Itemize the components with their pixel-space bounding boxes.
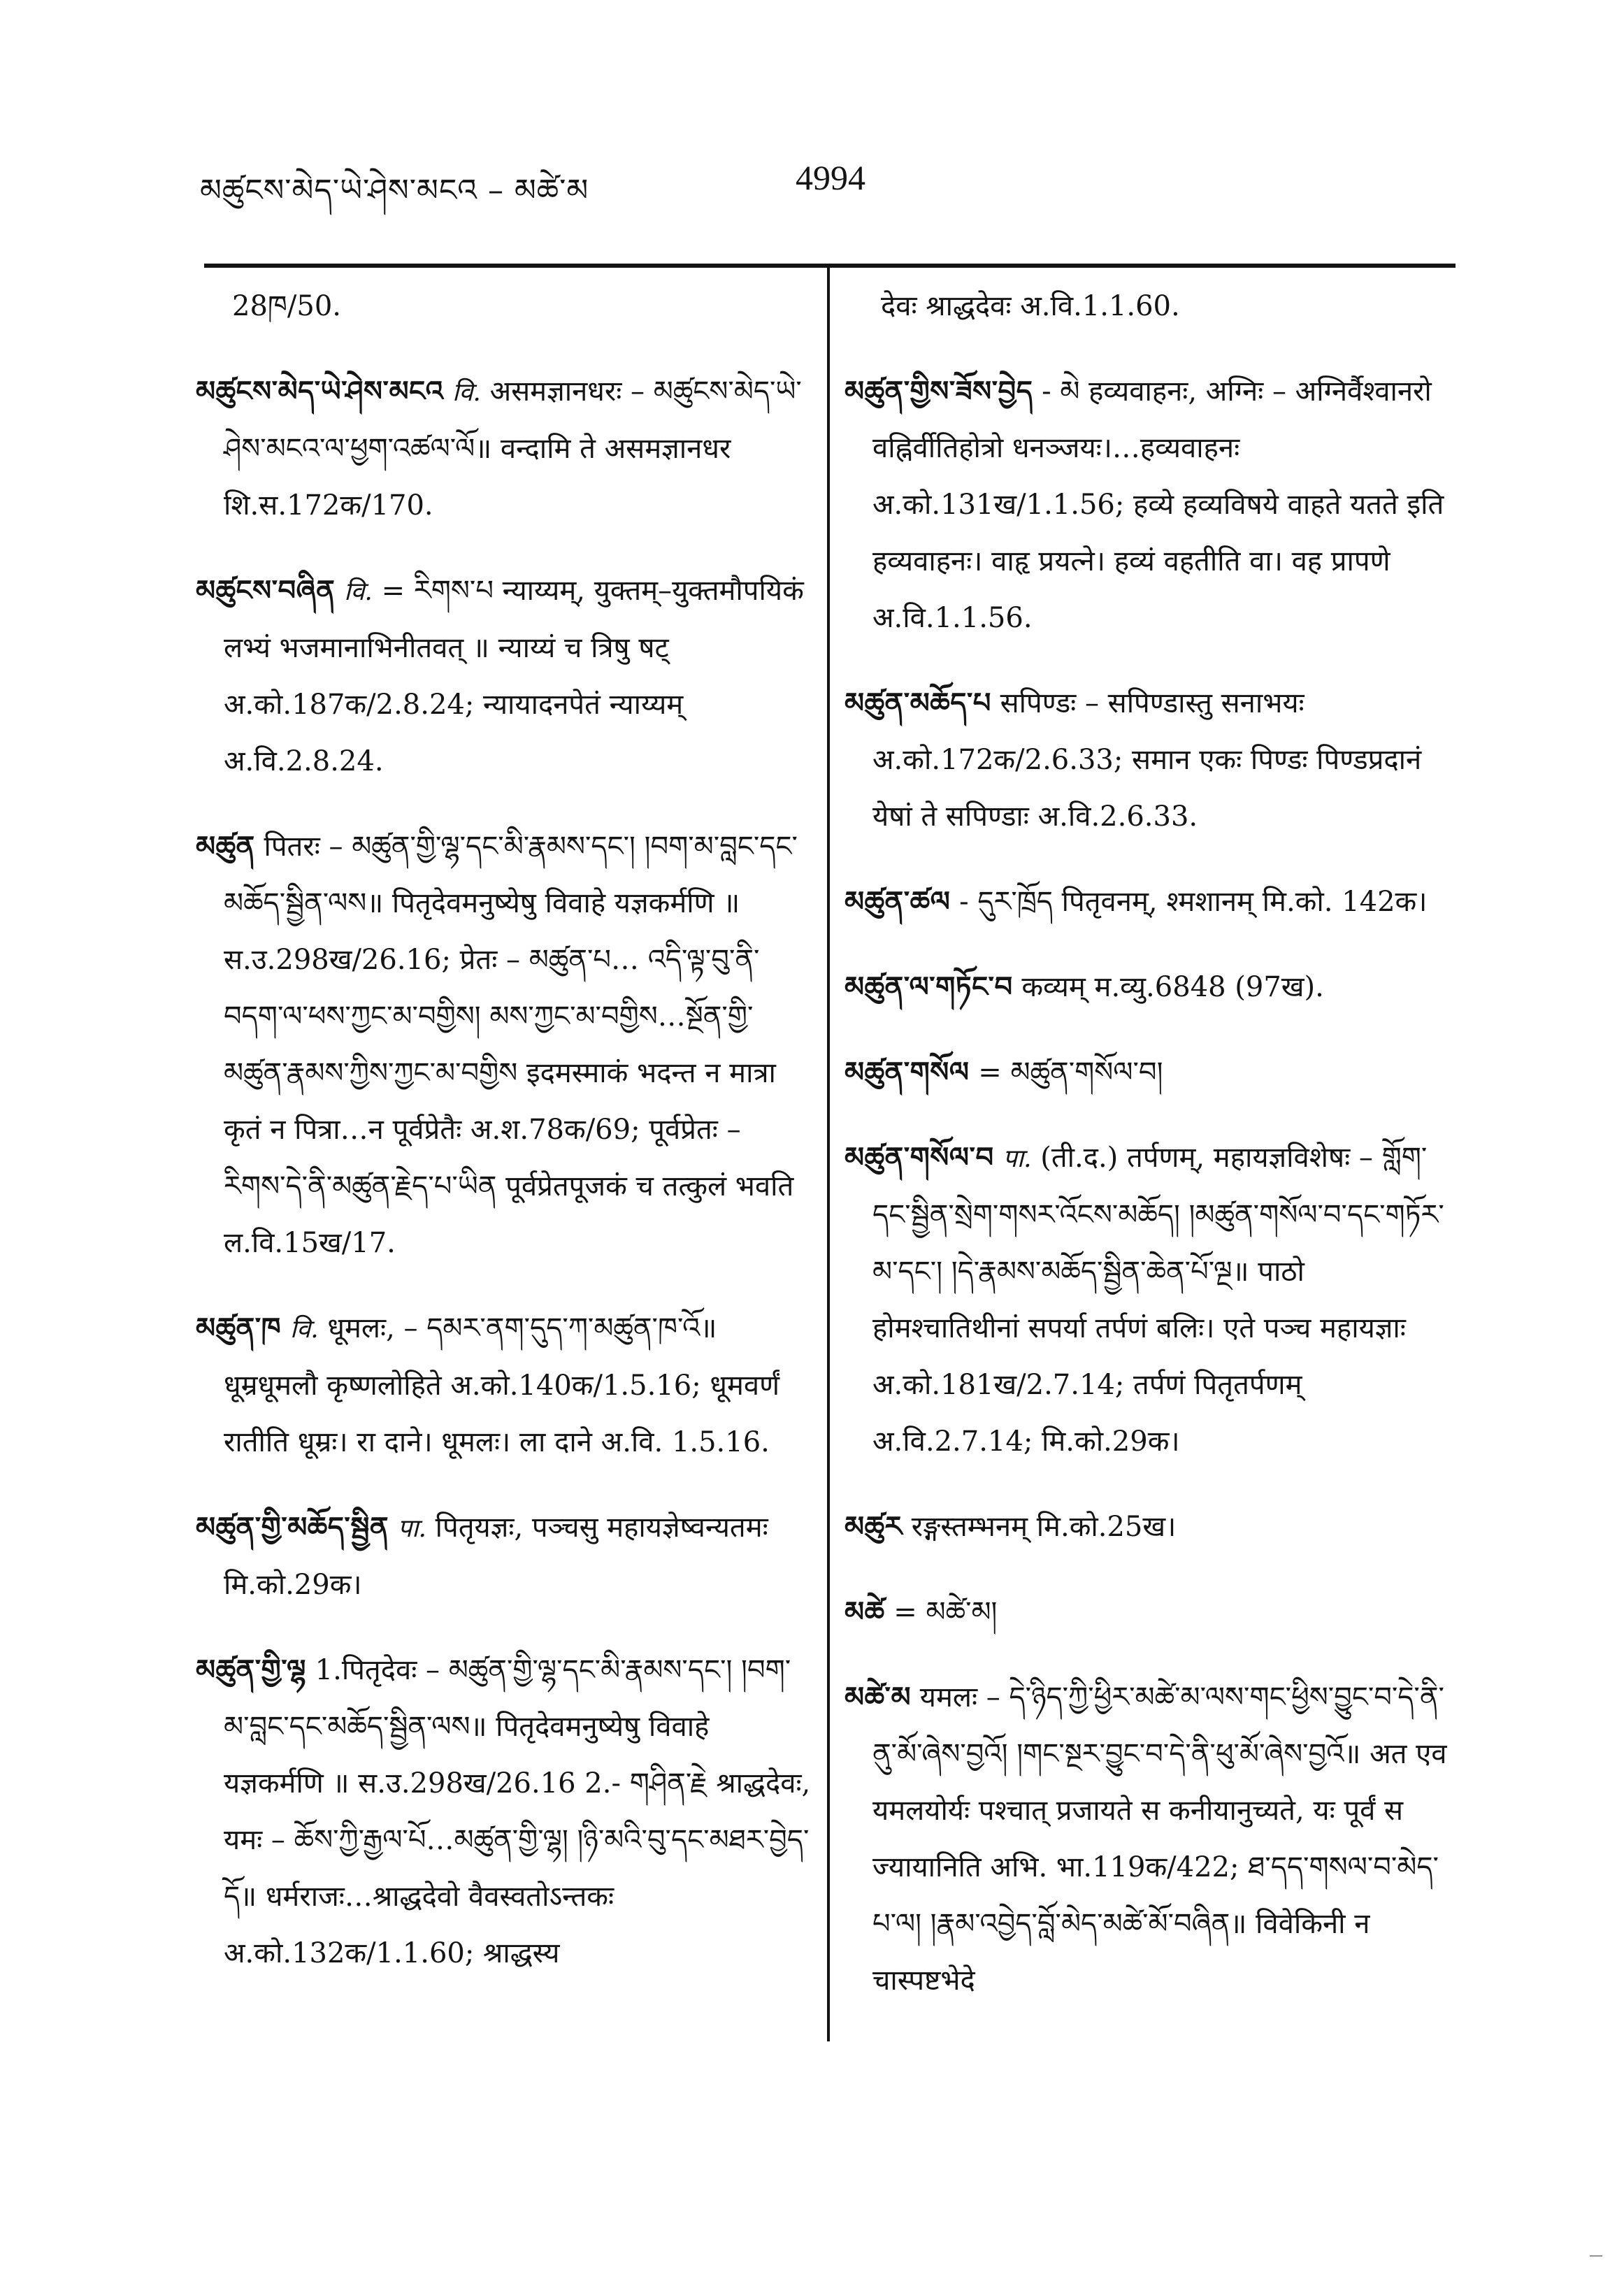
- entry-body: कव्यम् म.व्यु.6848 (97ख).: [1021, 971, 1324, 1003]
- dictionary-entry: [196, 1499, 811, 1614]
- entry-headword: མཚུན་གྱི་མཆོད་སྦྱིན: [196, 1511, 389, 1544]
- entry-headword: མཚུན་ཁ: [196, 1312, 282, 1344]
- left-column: [196, 278, 811, 2010]
- dictionary-entry: [845, 873, 1460, 931]
- entry-grammar-label: वि.: [289, 1315, 319, 1344]
- entry-body: रङ्गस्तम्भनम् मि.को.25ख।: [911, 1511, 1177, 1543]
- entry-body: = མཚེ་མ།: [893, 1596, 998, 1628]
- entry-body: सपिण्डः – सपिण्डास्तु सनाभयः अ.को.172क/2.6.33; समान एकः पिण्डः पिण्डप्रदानं येषां ते सपिण्डाः अ.वि.2.6.33.: [872, 687, 1422, 833]
- entry-headword: མཚུངས་བཞིན: [196, 574, 336, 607]
- entry-body: (ती.द.) तर्पणम्, महायज्ञविशेषः – གློག་དང་སྦྱིན་སྲེག་གསར་འོངས་མཆོད། །མཚུན་གསོལ་བ་དང་གཏོར་མ་དང་། །དེ་རྣམས་མཆོད་སྦྱིན་ཆེན་པོ་ལྔ॥ पाठो होमश्चातिथीनां सपर्या तर्पणं बलिः। एते पञ्च महायज्ञाः अ.को.181ख/2.7.14; तर्पणं पितृतर्पणम् अ.वि.2.7.14; मि.को.29क।: [872, 1142, 1444, 1458]
- dictionary-entry: [845, 675, 1460, 845]
- entry-body: धूमलः, – དམར་ནག་དུད་ཀ་མཚུན་ཁ་འོ॥ धूम्रधूमलौ कृष्णलोहिते अ.को.140क/1.5.16; धूमवर्णं रातीति धूम्रः। रा दाने। धूमलः। ला दाने अ.वि. 1.5.16.: [224, 1312, 780, 1458]
- entry-body: यमलः – དེ་ཉིད་ཀྱི་ཕྱིར་མཚེ་མ་ལས་གང་ཕྱིས་བྱུང་བ་དེ་ནི་ནུ་མོ་ཞེས་བྱའོ། །གང་སྔར་བྱུང་བ་དེ་ནི་ཕུ་མོ་ཞེས་བྱའོ॥ अत एव यमलयोर्यः पश्चात् प्रजायते स कनीयानुच्यते, यः पूर्वं स ज्यायानिति अभि. भा.119क/422; ཐ་དད་གསལ་བ་མེད་པ་ལ། །རྣམ་འབྱེད་བློ་མེད་མཚེ་མོ་བཞིན॥ विवेकिनी न चास्पष्टभेदे: [872, 1681, 1447, 1997]
- dictionary-entry: [196, 1300, 811, 1471]
- page-number: 4994: [796, 158, 865, 197]
- dictionary-entry: [845, 363, 1460, 647]
- entry-headword: མཚུན་གསོལ་བ: [845, 1141, 994, 1174]
- header-rule: [204, 264, 1456, 268]
- entry-headword: མཚུན་ཚལ: [845, 885, 951, 918]
- entry-body: देवः श्राद्धदेवः अ.वि.1.1.60.: [881, 290, 1180, 322]
- entry-body: 1.पितृदेवः – མཚུན་གྱི་ལྷ་དང་མི་རྣམས་དང་། །བག་མ་བླང་དང་མཆོད་སྦྱིན་ལས॥ पितृदेवमनुष्येषु विवाहे यज्ञकर्मणि ॥ स.उ.298ख/26.16 2.- གཤིན་རྗེ श्राद्धदेवः, यमः – ཆོས་ཀྱི་རྒྱལ་པོ…མཚུན་གྱི་ལྷ། །ཉི་མའི་བུ་དང་མཐར་བྱེད་དོ॥ धर्मराजः…श्राद्धदेवो वैवस्वतोऽन्तकः अ.को.132क/1.1.60; श्राद्धस्य: [224, 1654, 811, 1969]
- entry-body: असमज्ञानधरः – མཚུངས་མེད་ཡེ་ཤེས་མངའ་ལ་ཕྱག་འཚལ་ལོ॥ वन्दामि ते असमज्ञानधर शि.स.172क/170.: [224, 375, 802, 522]
- right-column: [845, 278, 1460, 2037]
- page-header: [200, 143, 1458, 220]
- dictionary-entry: [845, 278, 1460, 335]
- entry-headword: མཚུན་གྱི་ལྷ: [196, 1653, 306, 1686]
- dictionary-entry: [845, 1583, 1460, 1641]
- entry-body: पितरः – མཚུན་གྱི་ལྷ་དང་མི་རྣམས་དང་། །བག་མ་བླང་དང་མཆོད་སྦྱིན་ལས॥ पितृदेवमनुष्येषु विवाहे यज्ञकर्मणि ॥ स.उ.298ख/26.16; प्रेतः – མཚུན་པ… འདི་ལྟ་བུ་ནི་བདག་ལ་ཕས་ཀྱང་མ་བགྱིས། མས་ཀྱང་མ་བགྱིས…སྔོན་གྱི་མཚུན་རྣམས་ཀྱིས་ཀྱང་མ་བགྱིས इदमस्माकं भदन्त न मात्रा कृतं न पित्रा…न पूर्वप्रेतैः अ.श.78क/69; पूर्वप्रेतः – རིགས་དེ་ནི་མཚུན་རྗེད་པ་ཡིན पूर्वप्रेतपूजकं च तत्कुलं भवति ल.वि.15ख/17.: [224, 831, 798, 1259]
- entry-headword: མཚུན་ལ་གཏོང་བ: [845, 970, 1013, 1003]
- dictionary-entry: [845, 1669, 1460, 2009]
- dictionary-entry: [196, 363, 811, 534]
- dictionary-entry: [845, 1498, 1460, 1556]
- entry-body: = མཚུན་གསོལ་བ།: [978, 1056, 1163, 1089]
- entry-grammar-label: वि.: [344, 577, 373, 606]
- entry-body: 28ཁ/50.: [232, 290, 341, 322]
- entry-body: - མེ हव्यवाहनः, अग्निः – अग्निर्वैश्वानरो वह्निर्वीतिहोत्रो धनञ्जयः।…हव्यवाहनः अ.को.131ख/1.1.56; हव्ये हव्यविषये वाहते यतते इति हव्यवाहनः। वाहृ प्रयत्ने। हव्यं वहतीति वा। वह प्रापणे अ.वि.1.1.56.: [872, 375, 1444, 634]
- column-divider: [827, 264, 830, 2041]
- entry-grammar-label: वि.: [452, 378, 481, 407]
- entry-headword: མཚེ་མ: [845, 1681, 912, 1714]
- dictionary-entry: [845, 1129, 1460, 1470]
- entry-headword: མཚེ: [845, 1595, 885, 1628]
- dictionary-entry: [845, 958, 1460, 1016]
- entry-headword: མཚུར: [845, 1510, 903, 1543]
- entry-headword: མཚུན་གསོལ: [845, 1056, 970, 1089]
- entry-headword: མཚུན: [196, 830, 255, 863]
- entry-headword: མཚུན་གྱིས་ཟོས་བྱེད: [845, 375, 1033, 408]
- entry-grammar-label: पा.: [1003, 1144, 1032, 1173]
- entry-headword: མཚུན་མཆོད་པ: [845, 687, 991, 719]
- dictionary-entry: [845, 1044, 1460, 1101]
- dictionary-entry: [196, 1642, 811, 1982]
- running-head: མཚུངས་མེད་ཡེ་ཤེས་མངའ – མཚེ་མ: [200, 173, 589, 208]
- entry-body: पितृयज्ञः, पञ्चसु महायज्ञेष्वन्यतमः मि.को.29क।: [224, 1511, 768, 1601]
- entry-headword: མཚུངས་མེད་ཡེ་ཤེས་མངའ: [196, 375, 444, 408]
- dictionary-entry: [196, 562, 811, 790]
- entry-grammar-label: पा.: [397, 1514, 426, 1543]
- corner-mark: —: [1589, 2246, 1603, 2263]
- dictionary-entry: [196, 278, 811, 335]
- dictionary-entry: [196, 818, 811, 1272]
- entry-body: - དུར་ཁྲོད पितृवनम्, श्मशानम् मि.को. 142क।: [959, 886, 1428, 918]
- entry-body: = རིགས་པ न्याय्यम्, युक्तम्–युक्तमौपयिकं लभ्यं भजमानाभिनीतवत् ॥ न्याय्यं च त्रिषु षट् अ.को.187क/2.8.24; न्यायादनपेतं न्याय्यम् अ.वि.2.8.24.: [224, 575, 804, 777]
